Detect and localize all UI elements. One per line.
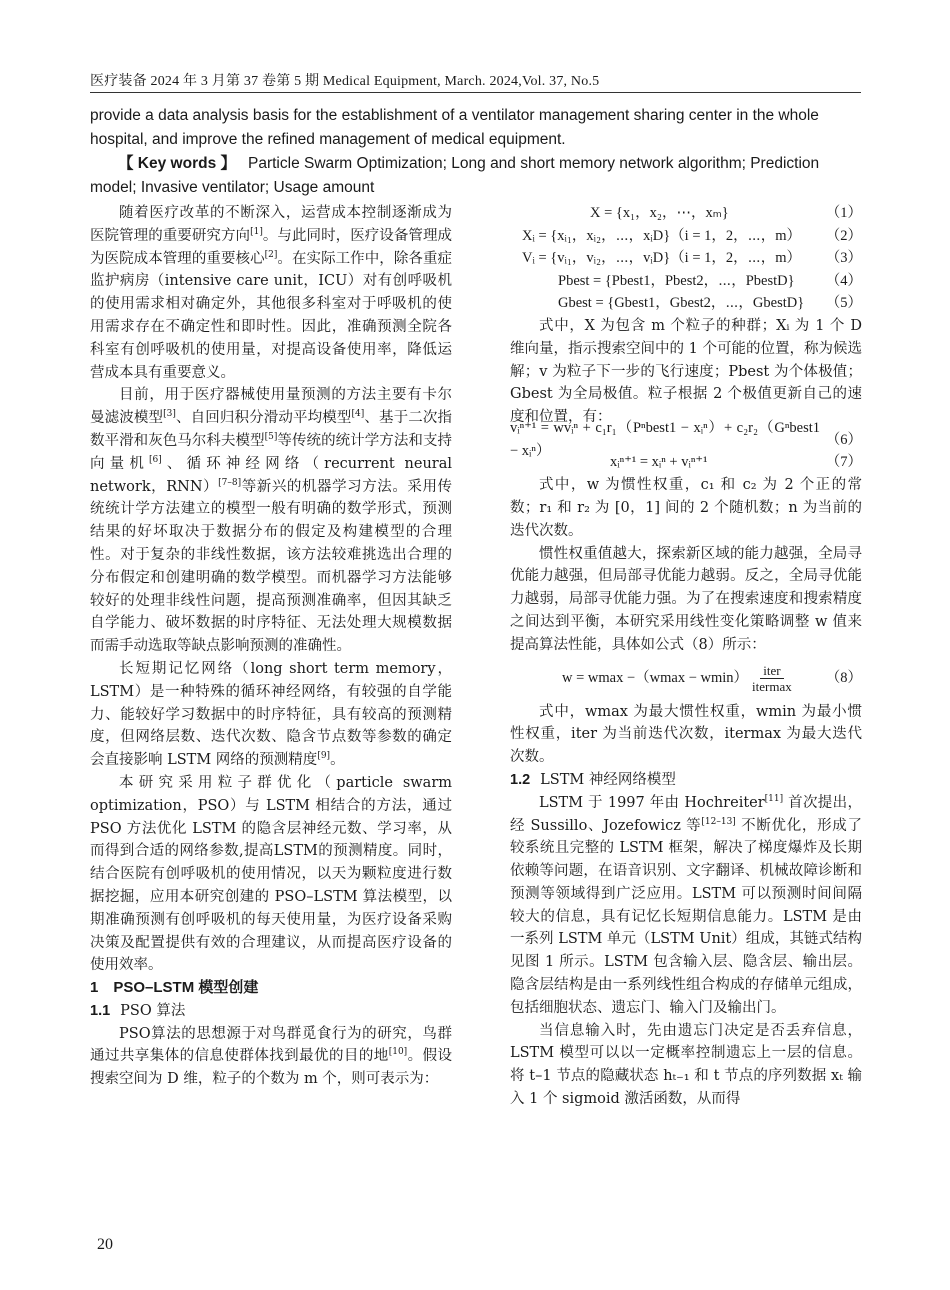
- citation: [6]: [148, 454, 162, 465]
- lstm-paragraph: LSTM 于 1997 年由 Hochreiter[11] 首次提出，经 Sussillo、Jozefowicz 等[12–13] 不断优化，形成了较系统且完整的 LSTM 框架，解决了梯度爆炸及长期依赖等问题，在语音识别、文字翻译、机械故障诊断和预测等领域得到广泛应用。LSTM 可以预测时间间隔较大的信息，具有记忆长短期信息能力。LSTM 是由一系列 LSTM 单元（LSTM Unit）组成，其链式结构见图 1 所示。LSTM 包含输入层、隐含层、输出层。隐含层结构是由一系列线性组合构成的存储单元组成，包括细胞状态、遗忘门、输入门及输出门。: [510, 793, 863, 1016]
- equation-2: Xᵢ = {xᵢ₁，xᵢ₂，⋯，xᵢD}（i = 1，2，⋯，m） （2）: [522, 227, 862, 244]
- intro-paragraph-2: 目前，用于医疗器械使用量预测的方法主要有卡尔曼滤波模型[3]、自回归积分滑动平均模型[4]、基于二次指数平滑和灰色马尔科夫模型[5]等传统的统计学方法和支持向量机[6]、循环神经网络（recurrent neural network，RNN）[7–8]等新兴的机器学习方法。采用传统统计学方法建立的模型一般有明确的数学形式，预测结果的好坏取决于数据分布的假定及构建模型的合理性。对于复杂的非线性数据，该方法较难挑选出合理的分布假定和创建明确的数学模型。而机器学习方法能够较好的处理非线性问题，提高预测准确率，但因其缺乏自学能力、破坏数据的时序特征、无法处理大规模数据而需手动选取等缺点影响预测的准确性。: [90, 387, 453, 655]
- equation-1: X = {x₁，x₂，⋯，xₘ} （1）: [590, 204, 862, 221]
- running-header: 医疗装备 2024 年 3 月第 37 卷第 5 期 Medical Equipment, March. 2024,Vol. 37, No.5: [90, 74, 600, 89]
- equation-8: w = wmax −（wmax − wmin） $\frac{\text{iter}}{\text{itermax}}$ （8）: [562, 663, 862, 695]
- abstract-end-text: provide a data analysis basis for the establishment of a ventilator management sharing center in the whole hospital, and improve the refined management of medical equipment.: [90, 107, 819, 148]
- citation: [4]: [351, 409, 365, 420]
- citation: [9]: [317, 751, 331, 762]
- keywords-label: 【 Key words 】: [118, 155, 236, 172]
- intro-paragraph-4: 本研究采用粒子群优化（particle swarm optimization，PSO）与 LSTM 相结合的方法，通过 PSO 方法优化 LSTM 的隐含层神经元数、学习率，从而得到合适的网络参数,提高LSTM的预测精度。同时，结合医院有创呼吸机的使用情况，以天为颗粒度进行数据挖掘，应用本研究创建的 PSO–LSTM 算法模型，以期准确预测有创呼吸机的每天使用量，为医疗设备采购决策及配置提供有效的合理建议，从而提高医疗设备的使用效率。: [90, 774, 452, 974]
- equation-explanation-2: 式中，w 为惯性权重，c₁ 和 c₂ 为 2 个正的常数；r₁ 和 r₂ 为 [0，1] 间的 2 个随机数；n 为当前的迭代次数。: [510, 477, 862, 539]
- pso-paragraph: PSO算法的思想源于对鸟群觅食行为的研究，鸟群通过共享集体的信息使群体找到最优的目的地[10]。假设搜索空间为 D 维，粒子的个数为 m 个，则可表示为：: [90, 1025, 453, 1088]
- equation-7: xᵢⁿ⁺¹ = xᵢⁿ + vᵢⁿ⁺¹ （7）: [610, 454, 862, 471]
- abstract-tail: [90, 104, 860, 200]
- citation: [11]: [764, 793, 784, 804]
- section-heading-1: 1 PSO–LSTM 模型创建: [90, 979, 259, 997]
- intro-paragraph-1: 随着医疗改革的不断深入，运营成本控制逐渐成为医院管理的重要研究方向[1]。与此同时，医疗设备管理成为医院成本管理的重要核心[2]。在实际工作中，除各重症监护病房（intensive care unit，ICU）对有创呼吸机的使用需求相对确定外，其他很多科室对于呼吸机的使用需求存在不确定性和即时性。因此，准确预测全院各科室有创呼吸机的使用量，对提高设备使用率，降低运营成本具有重要意义。: [90, 205, 453, 381]
- header-rule: [90, 92, 861, 93]
- left-column: [90, 202, 452, 1091]
- equation-explanation-3: 式中，wmax 为最大惯性权重，wmin 为最小惯性权重，iter 为当前迭代次数，itermax 为最大迭代次数。: [510, 703, 862, 766]
- intro-paragraph-3: 长短期记忆网络（long short term memory，LSTM）是一种特殊的循环神经网络，有较强的自学能力、能较好学习数据中的时序特征，具有较高的预测精度，但网络层数、迭代次数、隐含节点数等参数的确定会直接影响 LSTM 网络的预测精度[9]。: [90, 660, 452, 769]
- section-heading-1-2: 1.2 LSTM 神经网络模型: [510, 771, 676, 788]
- page-number: 20: [97, 1236, 113, 1253]
- section-heading-1-1: 1.1 PSO 算法: [90, 1002, 186, 1019]
- citation: [7–8]: [218, 477, 242, 488]
- equation-3: Vᵢ = {vᵢ₁，vᵢ₂，⋯，vᵢD}（i = 1，2，⋯，m） （3）: [522, 250, 862, 267]
- forget-gate-paragraph: 当信息输入时，先由遗忘门决定是否丢弃信息，LSTM 模型可以以一定概率控制遗忘上一层的信息。将 t–1 节点的隐藏状态 hₜ₋₁ 和 t 节点的序列数据 xₜ 输入 1 个 sigmoid 激活函数，从而得: [510, 1022, 862, 1108]
- citation: [3]: [163, 409, 176, 420]
- equation-4: Pbest = {Pbest1，Pbest2，⋯，PbestD} （4）: [558, 272, 862, 289]
- equation-5: Gbest = {Gbest1，Gbest2，⋯，GbestD} （5）: [558, 295, 862, 312]
- citation: [12–13]: [701, 816, 736, 827]
- keywords: [90, 152, 860, 200]
- inertia-paragraph: 惯性权重值越大，探索新区域的能力越强，全局寻优能力越强，但局部寻优能力越弱。反之，全局寻优能力越弱，局部寻优能力强。为了在搜索速度和搜索精度之间达到平衡，本研究采用线性变化策略调整 w 值来提高算法性能，具体如公式（8）所示：: [510, 545, 862, 653]
- citation: [10]: [388, 1047, 408, 1058]
- right-column: [510, 202, 862, 1111]
- fraction: $\frac{\text{iter}}{\text{itermax}}$: [752, 663, 792, 695]
- keywords-text: Particle Swarm Optimization; Long and short memory network algorithm; Prediction model; Invasive ventilator; Usage amount: [90, 155, 820, 196]
- equation-6: vᵢⁿ⁺¹ = wvᵢⁿ + c₁r₁（Pⁿbest1 − xᵢⁿ）+ c₂r₂（Gⁿbest1 − xᵢⁿ） （6）: [510, 420, 862, 460]
- citation: [5]: [264, 432, 278, 443]
- citation: [1]: [250, 226, 263, 237]
- equation-explanation-1: 式中，X 为包含 m 个粒子的种群；Xᵢ 为 1 个 D 维向量，指示搜索空间中的 1 个可能的位置，称为候选解；v 为粒子下一步的飞行速度；Pbest 为个体极值；Gbest 为全局极值。粒子根据 2 个极值更新自己的速度和位置，有：: [510, 317, 862, 426]
- citation: [2]: [264, 249, 278, 260]
